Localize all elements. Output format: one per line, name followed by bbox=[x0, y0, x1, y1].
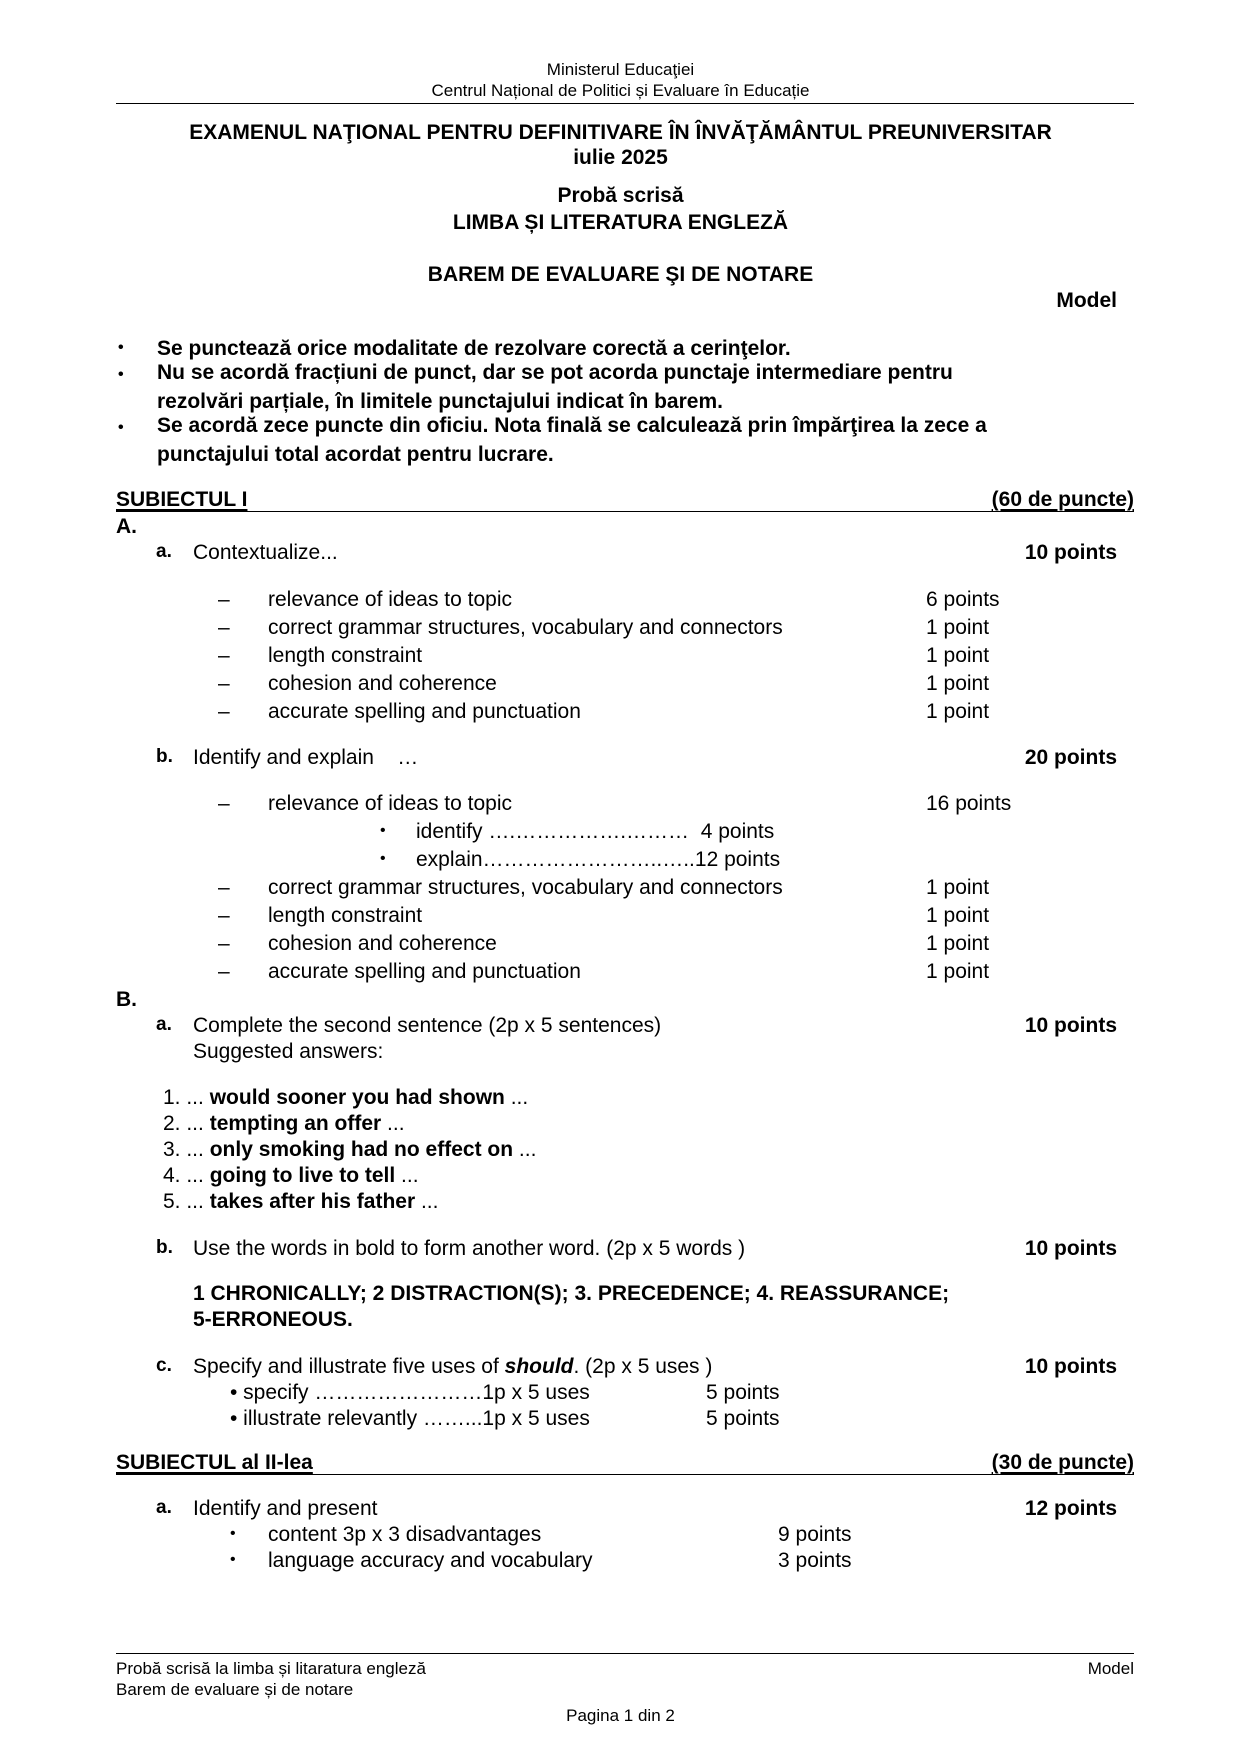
part-label: B. bbox=[116, 988, 137, 1011]
bullet-icon: • bbox=[380, 822, 386, 839]
answer-text: tempting an offer bbox=[209, 1112, 382, 1135]
criterion-points: 1 point bbox=[926, 960, 990, 983]
item-letter: c. bbox=[156, 1355, 172, 1376]
answer-number: 3. ... bbox=[163, 1138, 204, 1161]
section-underline bbox=[116, 511, 1134, 512]
exam-session: iulie 2025 bbox=[573, 146, 668, 169]
criterion-points: 6 points bbox=[926, 588, 1000, 611]
answer-text: going to live to tell bbox=[209, 1164, 396, 1187]
answer-number: 2. ... bbox=[163, 1112, 204, 1135]
criterion-text: correct grammar structures, vocabulary and connectors bbox=[268, 616, 783, 639]
criterion-text: language accuracy and vocabulary bbox=[268, 1549, 593, 1572]
rule-line: Se acordă zece puncte din oficiu. Nota finală se calculează prin împărţirea la zece a bbox=[157, 414, 987, 437]
answer-item bbox=[163, 1139, 536, 1160]
section-title: SUBIECTUL al II-lea bbox=[116, 1451, 313, 1474]
criterion-points: 3 points bbox=[778, 1549, 852, 1572]
dash-icon bbox=[218, 701, 230, 722]
rule-line: punctajului total acordat pentru lucrare. bbox=[157, 443, 554, 466]
subject-title: LIMBA ȘI LITERATURA ENGLEZĂ bbox=[452, 211, 789, 234]
answer-tail: ... bbox=[518, 1138, 537, 1161]
criterion-text: content 3p x 3 disadvantages bbox=[268, 1523, 542, 1546]
answer-number: 4. ... bbox=[163, 1164, 204, 1187]
task-text: Identify and present bbox=[193, 1497, 378, 1520]
section-underline bbox=[116, 1474, 1134, 1475]
subcriterion-points: 5 points bbox=[706, 1407, 780, 1430]
item-letter: b. bbox=[156, 746, 173, 767]
section-points: (60 de puncte) bbox=[991, 488, 1134, 511]
answer-tail: ... bbox=[420, 1190, 439, 1213]
bullet-icon: • bbox=[230, 1551, 236, 1568]
answer-line: 5-ERRONEOUS. bbox=[193, 1308, 353, 1331]
footer-doc-type: Barem de evaluare și de notare bbox=[116, 1680, 354, 1699]
dash-icon bbox=[218, 961, 230, 982]
criterion-text: length constraint bbox=[268, 644, 423, 667]
header-divider bbox=[116, 103, 1134, 104]
task-text: Contextualize... bbox=[193, 541, 338, 564]
criterion-points: 1 point bbox=[926, 644, 990, 667]
criterion-points: 1 point bbox=[926, 932, 990, 955]
subcriterion-text: identify ….…………….……… 4 points bbox=[416, 820, 775, 843]
part-label: A. bbox=[116, 515, 137, 538]
criterion-points: 1 point bbox=[926, 616, 990, 639]
bullet-icon: • bbox=[380, 850, 386, 867]
task-text-post: . (2p x 5 uses ) bbox=[573, 1355, 713, 1378]
footer-model: Model bbox=[1087, 1659, 1134, 1678]
test-type: Probă scrisă bbox=[557, 184, 684, 207]
dash-icon bbox=[218, 933, 230, 954]
dash-icon bbox=[218, 793, 230, 814]
criterion-points: 1 point bbox=[926, 700, 990, 723]
rule-line: rezolvări parțiale, în limitele punctajului indicat în barem. bbox=[157, 390, 723, 413]
subcriterion-text: • illustrate relevantly ……...1p x 5 uses bbox=[230, 1407, 590, 1430]
task-points: 10 points bbox=[1024, 1355, 1117, 1378]
ministry-name: Ministerul Educaţiei bbox=[546, 60, 695, 79]
answer-item bbox=[163, 1087, 528, 1108]
subcriterion-points: 5 points bbox=[706, 1381, 780, 1404]
task-text: Complete the second sentence (2p x 5 sentences) bbox=[193, 1014, 662, 1037]
criterion-points: 1 point bbox=[926, 904, 990, 927]
dash-icon bbox=[218, 589, 230, 610]
task-points: 12 points bbox=[1024, 1497, 1117, 1520]
bullet-icon: • bbox=[118, 366, 124, 383]
answer-tail: ... bbox=[387, 1112, 405, 1135]
item-letter: a. bbox=[156, 1497, 172, 1518]
section-title: SUBIECTUL I bbox=[116, 488, 248, 511]
exam-title: EXAMENUL NAŢIONAL PENTRU DEFINITIVARE ÎN ÎNVĂŢĂMÂNTUL PREUNIVERSITAR bbox=[189, 121, 1052, 144]
criterion-text: cohesion and coherence bbox=[268, 932, 497, 955]
task-keyword: should bbox=[504, 1355, 574, 1378]
criterion-text: cohesion and coherence bbox=[268, 672, 497, 695]
criterion-text: relevance of ideas to topic bbox=[268, 588, 512, 611]
footer-test-name: Probă scrisă la limba și litaratura engleză bbox=[116, 1659, 426, 1678]
rule-text bbox=[157, 413, 1134, 439]
task-points: 10 points bbox=[1024, 541, 1117, 564]
criterion-points: 9 points bbox=[778, 1523, 852, 1546]
answer-item bbox=[163, 1113, 405, 1134]
criterion-text: length constraint bbox=[268, 904, 423, 927]
criterion-text: relevance of ideas to topic bbox=[268, 792, 512, 815]
section-points: (30 de puncte) bbox=[991, 1451, 1134, 1474]
answer-item bbox=[163, 1191, 438, 1212]
item-letter: b. bbox=[156, 1237, 173, 1258]
criterion-points: 1 point bbox=[926, 672, 990, 695]
answer-number: 5. ... bbox=[163, 1190, 204, 1213]
criterion-points: 1 point bbox=[926, 876, 990, 899]
criterion-text: correct grammar structures, vocabulary and connectors bbox=[268, 876, 783, 899]
criterion-text: accurate spelling and punctuation bbox=[268, 700, 581, 723]
dash-icon bbox=[218, 877, 230, 898]
task-points: 20 points bbox=[1024, 746, 1117, 769]
task-points: 10 points bbox=[1024, 1014, 1117, 1037]
item-letter: a. bbox=[156, 1014, 172, 1035]
dash-icon bbox=[218, 645, 230, 666]
answer-tail: ... bbox=[510, 1086, 529, 1109]
model-label: Model bbox=[1056, 289, 1117, 312]
answer-item bbox=[163, 1165, 419, 1186]
task-text: Use the words in bold to form another word. (2p x 5 words ) bbox=[193, 1237, 746, 1260]
bullet-icon: • bbox=[118, 339, 124, 356]
document-type: BAREM DE EVALUARE ŞI DE NOTARE bbox=[427, 263, 814, 286]
dash-icon bbox=[218, 673, 230, 694]
footer-divider bbox=[116, 1653, 1134, 1654]
dash-icon bbox=[218, 905, 230, 926]
rule-line: Nu se acordă fracțiuni de punct, dar se pot acorda punctaje intermediare pentru bbox=[157, 361, 953, 384]
task-points: 10 points bbox=[1024, 1237, 1117, 1260]
bullet-icon: • bbox=[230, 1525, 236, 1542]
item-letter: a. bbox=[156, 541, 172, 562]
task-subtitle: Suggested answers: bbox=[193, 1040, 384, 1063]
answer-text: takes after his father bbox=[209, 1190, 416, 1213]
answer-text: would sooner you had shown bbox=[209, 1086, 505, 1109]
criterion-points: 16 points bbox=[926, 792, 1012, 815]
rule-text: Se punctează orice modalitate de rezolvare corectă a cerinţelor. bbox=[157, 337, 791, 360]
center-name: Centrul Național de Politici și Evaluare în Educație bbox=[431, 81, 810, 100]
dash-icon bbox=[218, 617, 230, 638]
task-text-pre: Specify and illustrate five uses of bbox=[193, 1355, 505, 1378]
rule-text bbox=[157, 360, 1134, 386]
task-text: Identify and explain … bbox=[193, 746, 419, 769]
answer-line: 1 CHRONICALLY; 2 DISTRACTION(S); 3. PRECEDENCE; 4. REASSURANCE; bbox=[193, 1282, 950, 1305]
page-number: Pagina 1 din 2 bbox=[566, 1706, 675, 1725]
answer-tail: ... bbox=[401, 1164, 419, 1187]
criterion-text: accurate spelling and punctuation bbox=[268, 960, 581, 983]
answer-text: only smoking had no effect on bbox=[209, 1138, 514, 1161]
task-text bbox=[193, 1356, 712, 1377]
bullet-icon: • bbox=[118, 419, 124, 436]
answer-number: 1. ... bbox=[163, 1086, 204, 1109]
subcriterion-text: • specify ……………………1p x 5 uses bbox=[230, 1381, 590, 1404]
subcriterion-text: explain……………………..…..12 points bbox=[416, 848, 781, 871]
